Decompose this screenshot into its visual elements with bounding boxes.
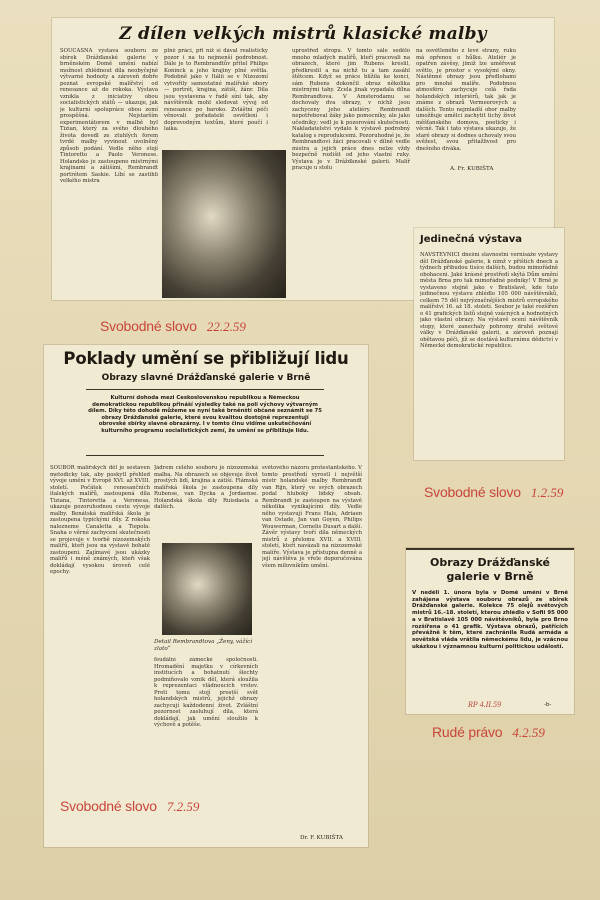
article-2-signature: Dr. F. KUBIŠTA bbox=[300, 835, 343, 841]
article-2-column-2: Jádrem celého souboru je nizozemská malba. Na obrazech se objevuje život prostých lidí, krajina a zátiší. Flámská malířská škola je zastoupena díly Rubense, van Dycka a Jordaense. Holandská škola díly Ruisdaela a dalších. bbox=[154, 465, 258, 510]
article-2-column-2b: feudální zámecké společnosti. Hromadění majetku v církevních institucích a bohatnutí šlechty podmiňovalo vznik děl, která sloužila k reprezentaci vládnoucích vrstev. Proti tomu stojí prostší svět holandských mistrů, jejichž obrazy zachycují každodenní život. Zvláštní pozornost zasluhují díla, která dokládají, jak umění sloužilo k výchově a potěše. bbox=[154, 657, 258, 728]
lead-box-border-bottom bbox=[86, 455, 324, 456]
article-1-column-4: na osvětleného z levé strany, ruku má opřenou o hůlku. Ateliér je opatřen závěsy, jimiž lze uměřovat světlo, je prostor s vysokými okny. Nástěnné obrazy jsou předlohami pro mnohé malíře. Podobnou atmosféru zachycuje celá řada holandských interiérů, tak jak je známe z obrazů Vermeerových a dalších. Tento nejmladší obor malby umožňuje umělci zachytit tichý život měšťanského domova, poeticky i věcně. Tak i tato výstava ukazuje, že staré obrazy si dodnes uchovaly svou svěžest, svou přitažlivost pro dnešního diváka. bbox=[416, 48, 516, 152]
stamp-4-paper-name: Rudé právo bbox=[432, 724, 503, 740]
newspaper-stamp-1 bbox=[100, 318, 246, 336]
article-1-column-1: SOUČASNÁ výstava souboru ze sbírek Drážďanské galerie v brněnském Domě umění nabízí možnost zhlédnout díla neobyčejné výtvarné hodnoty a zároveň dobře poznat evropské malířství od renesance až do rokoka. Výstava vznikla z iniciativy obou socialistických států — ukazuje, jak je kulturní spolupráce obou zemí prospěšná. Nejstarším experimentátorem v malbě byl Tizian, který za svého dlouhého života dovedl ze ztuhlých forem tvrdé malby vyvinout uvolněný způsob podání. Vedle něho stojí Tintoretto a Paolo Veronese. Holandsko je zastoupeno mistrnými krajinami a zátišími, Rembrandt portrétem Saskie. Líbí se zastihli velkého mistra bbox=[60, 48, 158, 184]
article-2-photo-caption: Detail Rembrandtova „Ženy, vážící zlato“ bbox=[154, 639, 253, 652]
newspaper-stamp-4 bbox=[432, 724, 545, 742]
article-1-column-2: plně práci, při níž si dával realisticky pozor i na tu nejmenší podrobnost. Dále je to Rembrandtův přítel Philips Koninck a jeho krajiny plné světla. Podobně jako v Itálii se v Nizozemí vytvořily samostatné malířské obory — portrét, krajina, zátiší, žánr. Díla jsou vystavena v řadě síní tak, aby návštěvník mohl sledovat vývoj od renesance po baroko. Zvláštní péči věnovali pořadatelé osvětlení i doprovodným textům, které poučí i laika. bbox=[164, 48, 268, 132]
article-1-column-3: uprostřed stropu. V tomto sále sedělo mnoho mladých malířů, kteří pracovali na obrazech, které jim Rubens kreslil, předkreslil a na nichž tu a tam zasáhl štětcem. Když se práce blížila ke konci, sám Rubens dokončil obraz několika mistrnými tahy. Zcela jinak vypadala dílna Rembrandtova. V Amsterodamu se dochovaly dva obrazy, v nichž jsou zachyceny jeho ateliéry. Rembrandt nepotřeboval žáky jako pomocníky, ale jako učedníky; vedl je k pozorování skutečnosti. Nakladatelství vydalo k výstavě podrobný katalog s reprodukcemi. Pozoruhodné je, že Rembrandtovi žáci pracovali v dílně vedle mistra a jejich práce dnes nelze vždy bezpečně rozlišit od jeho vlastní ruky. Výstava je v Drážďanské galerii. Malíř pracuje u stolu bbox=[292, 48, 410, 171]
article-2-headline: Poklady umění se přibližují lidu bbox=[63, 349, 349, 368]
stamp-3-date: 1.2.59 bbox=[530, 485, 564, 500]
article-3-headline: Jedinečná výstava bbox=[420, 234, 523, 245]
stamp-2-date: 7.2.59 bbox=[166, 799, 200, 814]
article-2-subhead: Obrazy slavné Drážďanské galerie v Brně bbox=[101, 373, 311, 383]
article-2-photo bbox=[162, 543, 252, 635]
article-1-signature: A. Fr. KUBIŠTA bbox=[450, 166, 494, 172]
article-3-body: NÁVŠTĚVNÍCI dnešní slavnostní vernisáže výstavy děl Drážďanské galerie, k nimž v přištích dnech a týdnech přibudou tisíce dalších, budou mimořádně obohaceni. Jaké krásné prostředí skýtá Dům umění města Brna pro tak mimořádné podniky! V Brně je vystaveno stejně jako v Bratislavě, kde tuto jedinečnou výstavu zhlédlo 105 000 návštěvníků, celkem 75 děl nejvýznačnějších mistrů evropského malířství 16. až 18. století. Soubor je také rozšířen o 41 grafických listů stejně vzácných a hodnotných jako vlastní obrazy. Na výstavě ocení návštěvník stopy, které zanechaly pohromy druhé světové války v Drážďanské galerii, a zároveň poznají obětavou péči, jíž se dostává kulturnímu dědictví v Německé demokratické republice. bbox=[420, 252, 558, 349]
article-2-lead: Kulturní dohoda mezi Československou republikou a Německou demokratickou republikou přináší výsledky také na poli výchovy výtvarným dílem. Díky této dohodě můžeme se nyní také brněnští občané seznámit se 75 obrazy Drážďanské galerie, které svou kvalitou dostojně reprezentují obrovské sbírky slavné obrazárny. I v tomto činu vidíme uskutečňování kulturního programu socialistických zemí, že umění se přibližuje lidu. bbox=[88, 395, 322, 434]
stamp-3-paper-name: Svobodné slovo bbox=[424, 484, 521, 500]
article-2-column-1: SOUBOR malířských děl je sestaven metodicky tak, aby poskytl přehled vývoje umění v Evropě XVI. až XVIII. století. Počátek renesančních italských malířů, zastoupená díla Tiziana, Tintoretta a Veronesa, ukazuje pozoruhodnou cestu vývoje malby. Benátská malířská škola je zastoupena typickými díly. Z rokoka nalezneme Canaletta a Tiepola. Snaha o věrné zachycení skutečnosti se projevuje v tvorbě nizozemských malířů, kteří jsou na výstavě bohatě zastoupeni. Zajímavé jsou ukázky malířů i méně známých, kteří však dokládají vysokou úroveň celé epochy. bbox=[50, 465, 150, 575]
lead-box-border bbox=[86, 389, 324, 390]
stamp-2-paper-name: Svobodné slovo bbox=[60, 798, 157, 814]
article-4-signature: -b- bbox=[544, 702, 552, 708]
article-clipping-2 bbox=[44, 345, 368, 847]
stamp-4-date: 4.2.59 bbox=[512, 725, 545, 740]
article-4-handwritten-date: RP 4.II.59 bbox=[468, 700, 501, 709]
newspaper-stamp-3 bbox=[424, 484, 563, 502]
article-4-top-rule bbox=[406, 548, 574, 550]
article-2-column-3: světového názoru protestantského. V tomto prostředí vyrostl i největší mistr holandské malby Rembrandt van Rijn, který ve svých obrazech podal hluboký lidský obsah. Rembrandt je zastoupen na výstavě několika vynikajícími díly. Vedle něho vystavují Frans Hals, Adriaen van Ostade, Jan van Goyen, Philips Wouwerman, Cornelis Dusart a další. Závěr výstavy tvoří díla německých mistrů z přelomu XVII. a XVIII. století, kteří navázali na nizozemské malíře. Výstava je přístupna denně a její návštěva je vřele doporučována všem milovníkům umění. bbox=[262, 465, 362, 569]
article-1-photo bbox=[162, 150, 286, 298]
article-4-body: V neděli 1. února byla v Domě umění v Brně zahájena výstava souboru obrazů ze sbírek Drážďanské galerie. Kolekce 75 olejů světových mistrů 16.–18. století, kterou zhlédlo v Sofii 95 000 a v Bratislavě 105 000 návštěvníků, byla pro Brno rozšířena o 41 grafik. Výstava obrazů, patřících převážně k těm, které zachránila Rudá armáda a sovětská vláda vrátila německému lidu, je vzácnou ukázkou i významnou kulturní politickou událostí. bbox=[412, 590, 568, 650]
stamp-1-paper-name: Svobodné slovo bbox=[100, 318, 197, 334]
stamp-1-date: 22.2.59 bbox=[206, 319, 246, 334]
article-clipping-3 bbox=[414, 228, 564, 460]
article-1-headline: Z dílen velkých mistrů klasické malby bbox=[119, 24, 487, 44]
article-clipping-4 bbox=[406, 548, 574, 714]
newspaper-stamp-2 bbox=[60, 798, 199, 816]
article-4-headline: Obrazy Drážďanské galerie v Brně bbox=[429, 556, 550, 583]
